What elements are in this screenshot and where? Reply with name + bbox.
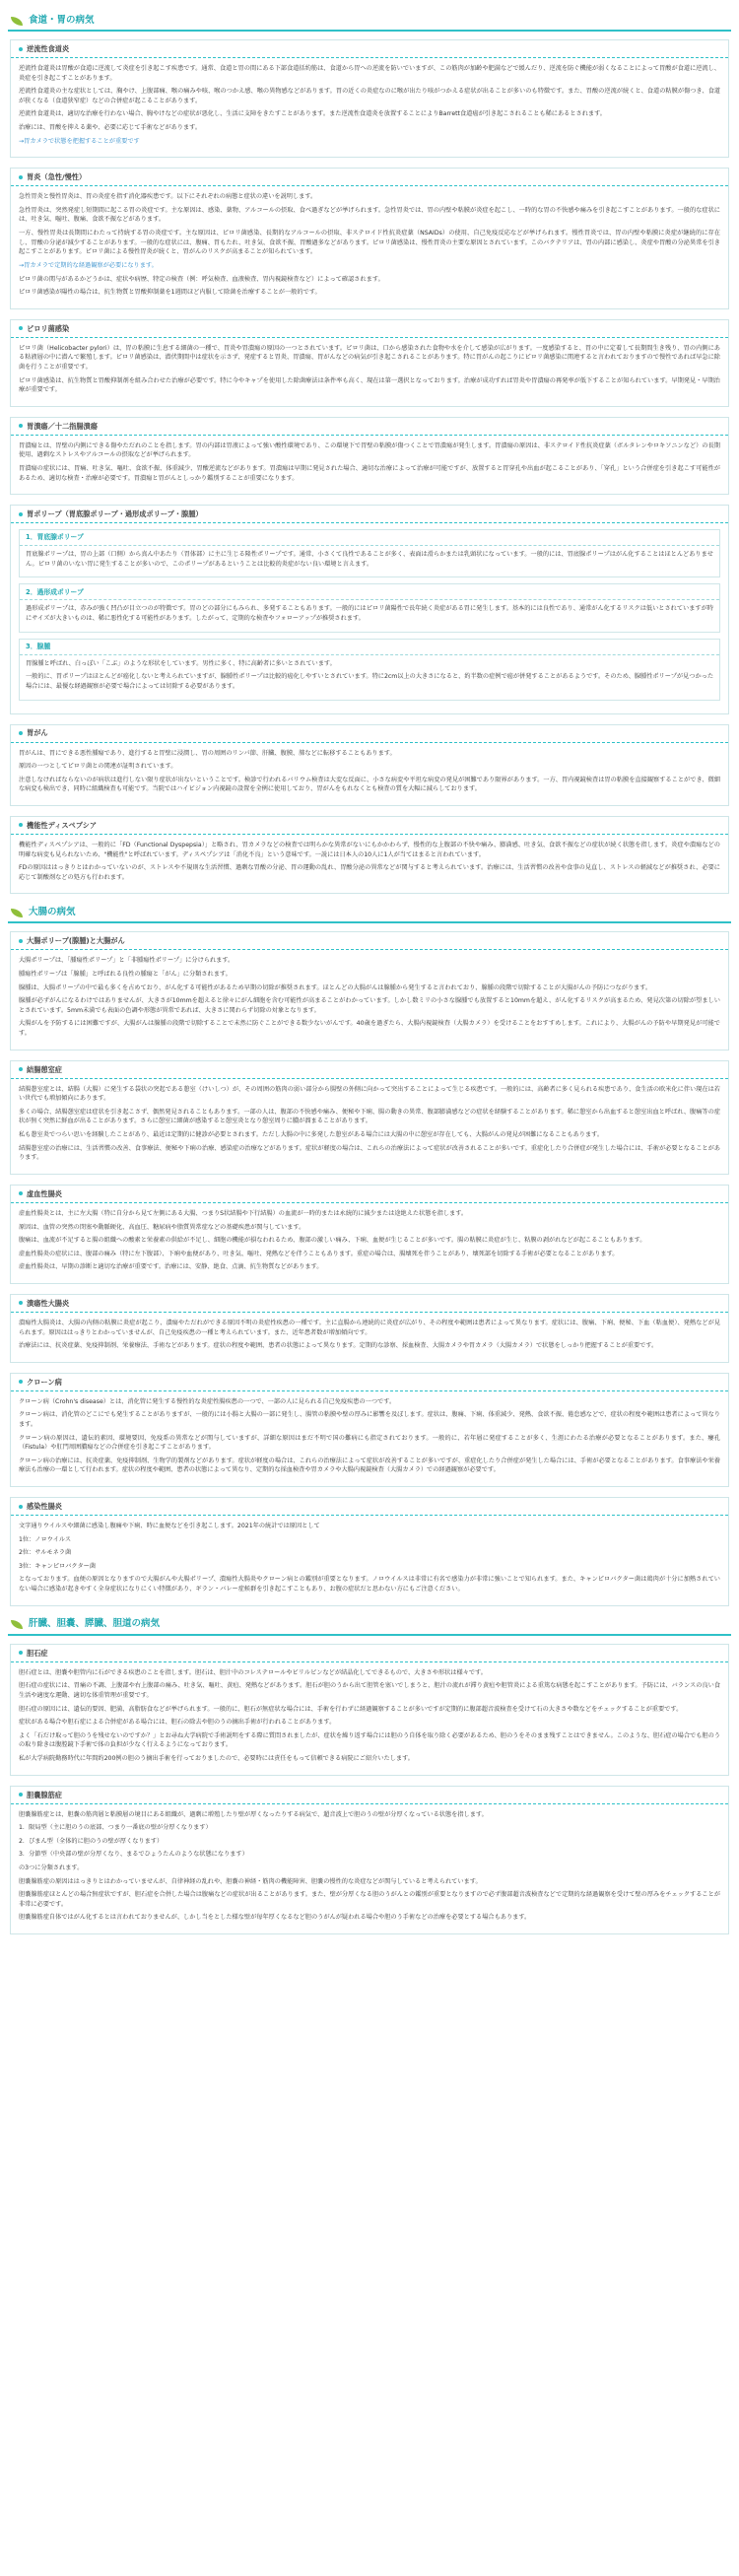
polyp-type-card xyxy=(19,639,720,701)
paragraph: ピロリ菌感染は、抗生物質と胃酸抑制剤を組み合わせた治療が必要です。特に今やキャプを使用した除菌療法は条件率も高く、現在は第一選択となっております。治療が成功すれば胃炎や胃潰瘍の再発率が低下することが知られています。早期発見・早期治療が重要です。 xyxy=(19,376,720,394)
disease-title-text: 胆嚢腺筋症 xyxy=(27,1790,62,1799)
disease-card xyxy=(10,931,729,1050)
paragraph: 3．分節型（中央部の壁が分厚くなり、まるでひょうたんのような状態になります） xyxy=(19,1851,248,1859)
paragraph: 潰瘍性大腸炎は、大腸の内側の粘膜に炎症が起こり、潰瘍やただれができる原因不明の炎症性疾患の一種です。主に直腸から連続的に炎症が広がり、その程度や範囲は患者によって異なります。症状には、腹痛、下痢、便秘、下血（粘血便）、発熱などが見られます。原因ははっきりとわかっていませんが、自己免疫疾患の一種と考えられています。また、近年患者数が増加傾向です。 xyxy=(19,1319,720,1336)
paragraph: 逆流性食道炎の主な症状としては、胸やけ、上腹部痛、喉の痛みや咳、喉のつかえ感、喉の異物感などがあります。胃の近くの炎症なのに喉が出たり咳がつかえる症状が出ることが多いのも特徴です。また、胃酸の逆流が続くと、食道の粘膜が傷つき、食道が狭くなる（食道狭窄症）などの合併症が起こることがあります。 xyxy=(19,88,720,104)
paragraph: 急性胃炎は、突然発症し短期間に起こる胃の炎症です。主な原因は、感染、薬物、アルコールの摂取、食べ過ぎなどが挙げられます。急性胃炎では、胃の内壁や粘膜が炎症を起こし、一時的な胃の不快感や痛みを引き起こすことがあります。一般的な症状には、吐き気、嘔吐、腹痛、食欲不振などがあります。 xyxy=(19,206,720,224)
paragraph: 腹痛は、血流が不足すると腸の組織への酸素と栄養素の供給が不足し、細胞の機能が損なわれるため、腹部の激しい痛み、下痢、血便が生じることが多いです。腸の粘膜に炎症が生じ、粘膜の剥がれなどが起こることもあります。 xyxy=(19,1237,646,1245)
disease-card xyxy=(10,1060,729,1175)
bullet-icon xyxy=(19,512,23,516)
bullet-icon xyxy=(19,1793,23,1796)
disease-card xyxy=(10,417,729,495)
paragraph: 1．限局型（主に胆のうの底部、つまり一番底の壁が分厚くなります） xyxy=(19,1824,212,1832)
disease-title xyxy=(11,1787,728,1804)
disease-card xyxy=(10,1185,729,1284)
disease-title-text: 胃がん xyxy=(27,728,48,738)
paragraph: 胃がんは、胃にできる悪性腫瘍であり、進行すると胃壁に浸潤し、胃の周囲のリンパ節、肝臓、腹膜、肺などに転移することもあります。 xyxy=(19,749,396,757)
section-heading xyxy=(8,904,731,923)
paragraph: 大腸ポリープは、「腫瘍性ポリープ」と「非腫瘍性ポリープ」に分けられます。 xyxy=(19,957,235,965)
bullet-icon xyxy=(19,326,23,330)
paragraph: 逆流性食道炎は、適切な治療を行わない場合、胸やけなどの症状が悪化し、生活に支障をきたすことがあります。また逆流性食道炎を放置することによりBarrett食道癌が引き起こされることも稀にあるとされます。 xyxy=(19,110,606,118)
disease-title xyxy=(11,1061,728,1079)
paragraph: 胆石症の原因には、遺伝的要因、肥満、高脂肪食などが挙げられます。一般的に、胆石が無症状な場合には、手術を行わずに経過観察することが多いですが定期的に腹部超音波検査を受けて石の大きさや数などをチェックすることが重要です。 xyxy=(19,1705,683,1713)
disease-title xyxy=(11,725,728,743)
paragraph: 胃底腺ポリープは、胃の上部（口側）から真ん中あたり（胃体部）に主に生じる隆性ポリープです。通常、小さくて良性であることが多く、表面は滑らかまたは乳頭状になっています。一般的には、胃底腺ポリープはがん化することはほとんどありません。ピロリ菌のいない胃に発生することが多いので、このポリープがあるということは比較的炎症がない良い環境と言えます。 xyxy=(26,551,713,568)
disease-title-text: 胃炎（急性/慢性） xyxy=(27,172,87,182)
paragraph: 胆石症の症状には、胃痛の不調、上腹部や右上腹部の痛み、吐き気、嘔吐、黄疸、発熱などがあります。胆石が胆のうから出て胆管を塞いでしまうと、胆汁の流れが滞り黄疸や胆管炎による重篤な病態を起こすことがあります。予防には、バランスの良い食生活や適度な運動、適切な体重管理が重要です。 xyxy=(19,1682,720,1699)
paragraph: 結腸憩室症とは、結腸（大腸）に発生する袋状の突起である憩室（けいしつ）が、その周囲の筋肉の弱い部分から腸壁の外側に向かって突出することによって生じる疾患です。一般的には、高齢者に多く見られる疾患であり、食生活の欧米化に伴い現在は若い世代でも増加傾向にあります。 xyxy=(19,1085,720,1103)
paragraph: 過形成ポリープは、赤みが強く凹凸が目立つのが特徴です。胃のどの部分にもみられ、多発することもあります。一般的にはピロリ菌陽性で長年続く炎症がある胃に発生します。基本的には良性であり、通常がん化するリスクは低いとされていますが時にサイズが大きいものは、稀に悪性化する可能性があります。したがって、定期的な検査やフォローアップが推奨されます。 xyxy=(26,605,713,623)
disease-title-text: 機能性ディスペプシア xyxy=(27,820,98,830)
disease-title-text: 胃ポリープ（胃底腺ポリープ・過形成ポリープ・腺腫） xyxy=(27,509,203,519)
disease-card xyxy=(10,168,729,308)
paragraph: 胆嚢腺筋症とは、胆嚢の筋肉層と粘膜層の境目にある組織が、過剰に増殖したり壁が厚くなったりする病気で、超音波上で胆のうの壁が分厚くなっている状態を指します。 xyxy=(19,1810,488,1818)
paragraph: ピロリ菌の関与があるかどうかは、症状や病歴、特定の検査（例：呼気検査、血液検査、胃内視鏡検査など）によって確認されます。 xyxy=(19,275,384,283)
disease-title-text: 逆流性食道炎 xyxy=(27,43,70,53)
paragraph: 逆流性食道炎は胃酸が食道に逆流して炎症を引き起こす疾患です。通常、食道と胃の間にある下部食道括約筋は、食道から胃への逆流を防いでいますが、この筋肉が加齢や肥満などで緩んだり、逆流を防ぐ機能が弱くなることによって胃酸が食道に逆流し、炎症を引き起こすことがあります。 xyxy=(19,65,720,82)
disease-title xyxy=(11,1374,728,1391)
paragraph: クローン病（Crohn's disease）とは、消化管に発生する慢性的な炎症性腸疾患の一つで、一部の人に見られる自己免疫疾患の一つです。 xyxy=(19,1397,396,1405)
bullet-icon xyxy=(19,175,23,179)
disease-card xyxy=(10,1497,729,1606)
bullet-icon xyxy=(19,1505,23,1509)
disease-card xyxy=(10,1644,729,1776)
disease-title xyxy=(11,506,728,523)
recommendation-link[interactable]: →胃カメラで定期的な経過観察が必要になります。 xyxy=(19,261,158,269)
paragraph: の3つに分類されます。 xyxy=(19,1864,84,1872)
disease-title xyxy=(11,169,728,186)
recommendation-link[interactable]: →胃カメラで状態を把握することが重要です xyxy=(19,137,140,145)
paragraph: 腺腫は、大腸ポリープの中で最も多くを占めており、がん化する可能性があるため早期の切除が推奨されます。ほとんどの大腸がんは腺腫から発生すると言われており、腺腫の段階で切除することが大腸がんの予防につながります。 xyxy=(19,983,652,991)
paragraph: 2．びまん型（全体的に胆のうの壁が厚くなります） xyxy=(19,1837,164,1845)
paragraph: 胆嚢腺筋症自体ではがん化するとは言われておりませんが、しかし当をとした様な壁が毎年厚くなるなど胆のうがんが疑われる場合や胆のう手術などの治療を必要とする場合もあります。 xyxy=(19,1914,531,1922)
disease-title-text: 胆石症 xyxy=(27,1648,48,1658)
polyp-type-title: 3．腺腫 xyxy=(20,640,719,655)
disease-title-text: クローン病 xyxy=(27,1377,62,1387)
disease-title-text: 胃潰瘍／十二指腸潰瘍 xyxy=(27,421,98,431)
disease-title xyxy=(11,1295,728,1313)
paragraph: ピロリ菌（Helicobacter pylori）は、胃の粘膜に生息する細菌の一種で、胃炎や胃潰瘍の原因の一つとされています。ピロリ菌は、口から感染された食物や水を介して感染が広がります。一度感染すると、胃の中に定着して長期間生き残り、胃の内側にある粘液層の中に潜んで繁殖します。ピロリ菌感染は、潜伏期間中は症状を示さず、発症すると胃炎、胃潰瘍、胃がんなどの病気が引き起こされることがあります。特に胃がんの起こりにピロリ菌感染に関連すると言われておりますので慢性であれば早急に除菌を行うことが重要です。 xyxy=(19,344,720,371)
paragraph: 一般的に、胃ポリープはほとんどが癌化しないと考えられていますが、腺腫性ポリープは比較的癌化しやすいとされています。特に2cm以上の大きさになると、約半数の症例で癌が併発することがあるようです。そのため、腺腫性ポリープが見つかった場合には、最優な経過観察が必要で場合によっては切除する必要があります。 xyxy=(26,673,714,690)
disease-title xyxy=(11,320,728,338)
disease-card xyxy=(10,319,729,407)
section-title: 肝臓、胆嚢、膵臓、胆道の病気 xyxy=(29,1618,161,1630)
paragraph: 機能性ディスペプシアは、一般的に「FD（Functional Dyspepsia）」と略され、胃カメラなどの検査では明らかな異常がないにもかかわらず、慢性的な上腹部の不快や痛み、膨満感、吐き気、食欲不振などの症状が続く状態を指します。炎症や潰瘍などの明確な病変も見られないため、"機能性"と呼ばれています。ディスペプシアは「消化不良」という意味です。一説には日本人の10人に1人が当てはまると言われています。 xyxy=(19,841,720,858)
paragraph: 文字通りウイルスや細菌に感染し腹痛や下痢、時に血便などを引き起こします。2021年の統計では原因として xyxy=(19,1523,320,1530)
paragraph: 胃腺腫と呼ばれ、白っぽい「こぶ」のような形状をしています。男性に多く、特に高齢者に多いとされています。 xyxy=(26,659,336,667)
paragraph: 腫瘍性ポリープは「腺腫」と呼ばれる良性の腫瘍と「がん」に分類されます。 xyxy=(19,970,232,978)
bullet-icon xyxy=(19,1380,23,1384)
polyp-type-card xyxy=(19,583,720,632)
bullet-icon xyxy=(19,823,23,827)
disease-title-text: 大腸ポリープ(腺腫)と大腸がん xyxy=(27,936,125,946)
paragraph: 胆嚢腺筋症ほとんどの場合無症状ですが、胆石症を合併した場合は腹痛などの症状が出ることがあります。また、壁が分厚くなる胆のうがんとの鑑別が重要となりますので必ず腹部超音波検査などで定期的な経過観察を受けて壁の厚みをチェックすることが非常に必要です。 xyxy=(19,1891,720,1908)
bullet-icon xyxy=(19,731,23,735)
section-heading xyxy=(8,1616,731,1636)
paragraph: 私が大学病院勤務時代に年間約200例の胆のう摘出手術を行っておりましたので、必要時には責任をもって信頼できる病院にご紹介いたします。 xyxy=(19,1754,414,1762)
disease-title xyxy=(11,40,728,58)
paragraph: 一方、慢性胃炎は長期間にわたって持続する胃の炎症です。主な原因は、ピロリ菌感染、長期的なアルコールの摂取、非ステロイド性抗炎症薬（NSAIDs）の使用、自己免疫反応などが挙げられます。慢性胃炎では、胃の内壁や粘膜に炎症が継続的に存在し、胃酸の分泌が減少することがあります。一般的な症状には、腹痛、胃もたれ、吐き気、食欲不振、胃酸過多などがあります。ピロリ菌感染は、慢性胃炎の主要な原因とされています。このバクテリアは、胃の内部に感染し、炎症や胃酸の分泌異常を引き起こすことがあります。ピロリ菌による慢性胃炎が続くと、胃がんのリスクが高まることが知られています。 xyxy=(19,230,720,256)
disease-title-text: ピロリ菌感染 xyxy=(27,323,70,333)
bullet-icon xyxy=(19,424,23,428)
disease-card xyxy=(10,39,729,158)
paragraph: 虚血性腸炎の症状には、腹部の痛み（特に左下腹部）、下痢や血便があり、吐き気、嘔吐、発熱などを伴うこともあります。重症の場合は、腸壊死を伴うことがあり、壊死部を切除する手術が必要となることがあります。 xyxy=(19,1250,619,1257)
paragraph: 虚血性腸炎とは、主に左大腸（特に自分から見て左側にある大腸、つまりS状結腸や下行結腸）の血流が一時的または永続的に減少または途絶えた状態を指します。 xyxy=(19,1209,468,1217)
paragraph: 腺腫が必ずがんになるわけではありませんが、大きさが10mmを超えると徐々にがん細胞を含む可能性が高まることがわかっています。しかし数ミリの小さな腺腫でも放置すると10mmを超え、がん化するリスクが高まるため、発見次第の切除が望ましいとされています。5mm未満でも表面の色調や形態が異常であれば、大きさに関わらず切除の対象となります。 xyxy=(19,997,720,1014)
bullet-icon xyxy=(19,939,23,943)
disease-title-text: 感染性腸炎 xyxy=(27,1501,62,1511)
disease-card xyxy=(10,1786,729,1934)
paragraph: 私も憩室炎でつらい思いを経験したことがあり、最近は定期的に健診が必要とされます。ただし大腸の中に多発した憩室がある場合には大腸の中に憩室が存在しても、大腸がんの発見が困難になることもあります。 xyxy=(19,1131,604,1139)
disease-card xyxy=(10,816,729,894)
paragraph: よく「石だけ取って胆のうを残せないのですか？」とお尋ね大学病院で手術説明をする際に質問されましたが、症状を繰り返す場合には胆のう自体を取り除く必要があるため、胆のうをそのまま残すことはできません。このような、胆石症の場合でも胆のうの取り除きは腹腔鏡下手術で体の負担が少なく行えるようになっております。 xyxy=(19,1731,720,1749)
disease-card xyxy=(10,505,729,713)
polyp-type-title: 2．過形成ポリープ xyxy=(20,584,719,600)
disease-title-text: 潰瘍性大腸炎 xyxy=(27,1298,70,1308)
paragraph: 胆嚢腺筋症の原因ははっきりとはわかっていませんが、自律神経の乱れや、胆嚢の神経・筋肉の機能障害、胆嚢の慢性的な炎症などが関与していると考えられています。 xyxy=(19,1877,482,1885)
paragraph: 結腸憩室症の治療には、生活習慣の改善、食事療法、便秘や下痢の治療、感染症の治療などがあります。症状が軽度の場合は、これらの治療法によって症状が改善されることが多いです。重症化したり合併症が発生した場合には、手術が必要となることがあります。 xyxy=(19,1144,720,1162)
section-title: 大腸の病気 xyxy=(29,907,76,918)
bullet-icon xyxy=(19,1191,23,1195)
paragraph: 多くの場合、結腸憩室症は症状を引き起こさず、偶然発見されることもあります。一部の人は、腹部の不快感や痛み、便秘や下痢、腸の動きの異常、腹部膨満感などの症状を経験することがあります。稀に憩室から出血すると憩室出血と呼ばれ、腹痛等の症状が無く突然に鮮血が出ることがあります。さらに憩室に細菌が感染すると憩室炎となり憩室周りに膿が溜まることがあります。 xyxy=(19,1108,720,1125)
leaf-icon xyxy=(11,909,23,917)
paragraph: 原因の一つとしてピロリ菌との関連が証明されています。 xyxy=(19,763,177,771)
polyp-type-title: 1．胃底腺ポリープ xyxy=(20,530,719,546)
paragraph: 胃潰瘍とは、胃壁の内側にできる傷やただれのことを指します。胃の内部は胃液によって強い酸性環境であり、この環境下で胃壁の粘膜が傷つくことで胃潰瘍が発生します。胃潰瘍の原因は、非ステロイド性抗炎症薬（ボルタレンやロキソニンなど）の長期使用、過剰なストレスやアルコールの摂取などが挙げられます。 xyxy=(19,441,720,459)
paragraph: FDの原因ははっきりとはわかっていないのが、ストレスや不規則な生活習慣、過剰な胃酸の分泌、胃の運動の乱れ、胃酸分泌の異常などが関与すると考えられています。治療には、生活習慣の改善や食事の見直し、ストレスの軽減などが推奨され、必要に応じて制酸剤などの処方も行われます。 xyxy=(19,864,720,881)
paragraph: 治療法には、抗炎症薬、免疫抑制剤、栄養療法、手術などがあります。症状の程度や範囲、患者の状態によって異なります。定期的な診察、採血検査、大腸カメラや胃カメラ（大腸カメラ）で状態をしっかり把握することが重要です。 xyxy=(19,1342,658,1350)
paragraph: 原因は、血管の突然の閉塞や動脈硬化、高血圧、糖尿病や脂質異常症などの基礎疾患が関与しています。 xyxy=(19,1223,305,1231)
paragraph: クローン病は、消化管のどこにでも発生することがありますが、一般的には小腸と大腸の一部に発生し、腸管の粘膜や壁の厚みに影響を及ぼします。症状は、腹痛、下痢、体重減少、発熱、食欲不振、倦怠感などで、症状の程度や範囲は患者によって異なります。 xyxy=(19,1411,720,1428)
bullet-icon xyxy=(19,1301,23,1305)
disease-title-text: 虚血性腸炎 xyxy=(27,1188,62,1198)
disease-card xyxy=(10,1294,729,1363)
disease-title xyxy=(11,1498,728,1516)
paragraph: 1位：ノロウイルス xyxy=(19,1535,72,1543)
leaf-icon xyxy=(11,1620,23,1629)
paragraph: 胃潰瘍の症状には、胃痛、吐き気、嘔吐、食欲不振、体重減少、胃酸逆流などがあります。胃潰瘍は早期に発見された場合、適切な治療によって治療が可能ですが、放置すると胃穿孔や出血が起こることがあり、「穿孔」という合併症を引き起こす可能性があるため、適切な検査・治療が必要です。胃潰瘍と胃がんとしっかり鑑別することが重要になります。 xyxy=(19,465,720,482)
disease-title-text: 結腸憩室症 xyxy=(27,1064,62,1074)
paragraph: クローン病の原因は、遺伝的素因、環境要因、免疫系の異常などが関与していますが、詳細な原因はまだ不明で国の難病にも指定されております。一般的に、若年層に発症することが多く、生涯にわたる治療が必要となることがあります。また、瘻孔（Fistula）や肛門周囲膿瘍などの合併症を引き起こすことがあります。 xyxy=(19,1434,720,1452)
leaf-icon xyxy=(11,17,23,26)
section-heading xyxy=(8,12,731,32)
paragraph: 2位：サルモネラ菌 xyxy=(19,1549,72,1557)
paragraph: 虚血性腸炎は、早期の診断と適切な治療が重要です。治療には、安静、絶食、点滴、抗生物質などがあります。 xyxy=(19,1263,323,1271)
disease-card xyxy=(10,1373,729,1487)
paragraph: クローン病の治療には、抗炎症薬、免疫抑制剤、生物学的製剤などがあります。症状が軽度の場合は、これらの治療法によって症状が改善することが多いですが、重症化したり合併症が発生した場合には、手術が必要となることがあります。食事療法や栄養療法も治療の一環として行われます。症状の程度や範囲、患者の状態によって異なり、定期的な採血検査や胃カメラや大腸内視鏡検査（大腸カメラ）での経過観察が必要です。 xyxy=(19,1457,720,1474)
disease-title xyxy=(11,418,728,436)
polyp-type-card xyxy=(19,529,720,577)
disease-title xyxy=(11,817,728,835)
paragraph: ピロリ菌感染が陽性の場合は、抗生物質と胃酸抑制薬を1週間ほど内服して除菌を治療することが一般的です。 xyxy=(19,289,321,297)
paragraph: 急性胃炎と慢性胃炎は、胃の炎症を指す消化器疾患です。以下にそれぞれの病態と症状の違いを説明します。 xyxy=(19,193,317,201)
paragraph: となっております。血便の原因となりますので大腸がんや大腸ポリープ、潰瘍性大腸炎やクローン病との鑑別が重要となります。ノロウイルスは非常に有名で感染力が非常に強いことで知られます。また、キャンピロバクター菌は鶏肉が十分に加熱されていない場合に感染が起きやすく全身症状になりにくい特徴があり、ギラン・バレー症候群を引き起こすこともあり、お腹の症状だと思わない方にもご注意ください。 xyxy=(19,1576,720,1593)
section-title: 食道・胃の病気 xyxy=(29,14,95,26)
paragraph: 胆石症とは、胆嚢や胆管内に石ができる疾患のことを指します。胆石は、胆汁中のコレステロールやビリルビンなどが結晶化してできるもので、大きさや形状は様々です。 xyxy=(19,1668,487,1676)
bullet-icon xyxy=(19,1651,23,1655)
paragraph: 大腸がんを予防するには困難ですが、大腸がんは腺腫の段階で切除することで未然に防ぐことができる数少ないがんです。40歳を過ぎたら、大腸内視鏡検査（大腸カメラ）を受けることをおすすめします。これにより、大腸がんの予防や早期発見が可能です。 xyxy=(19,1020,720,1038)
paragraph: 3位：キャンピロバクター菌 xyxy=(19,1562,97,1570)
disease-title xyxy=(11,1645,728,1662)
disease-title xyxy=(11,932,728,950)
bullet-icon xyxy=(19,1067,23,1071)
paragraph: 注意しなければならないのが病状は進行しない限り症状が出ないということです。検診で行われるバリウム検査は大変な反面に、小さな病変や平坦な病変の発見が困難であり限界があります。一方、胃内視鏡検査は胃の粘膜を直接観察することができ、微細な病変も検出でき、同時に組織検査も可能です。当院ではハイビジョン内視鏡の設置を全例に使用しており、胃がんをもれなくとも検査の質を大幅に減らしております。 xyxy=(19,776,720,793)
paragraph: 症状がある場合や胆石症による合併症がある場合には、胆石の除去や胆のうの摘出手術が行われることがあります。 xyxy=(19,1719,336,1727)
disease-card xyxy=(10,724,729,806)
paragraph: 治療には、胃酸を抑える薬や、必要に応じて手術などがあります。 xyxy=(19,124,202,132)
disease-title xyxy=(11,1186,728,1203)
bullet-icon xyxy=(19,47,23,51)
